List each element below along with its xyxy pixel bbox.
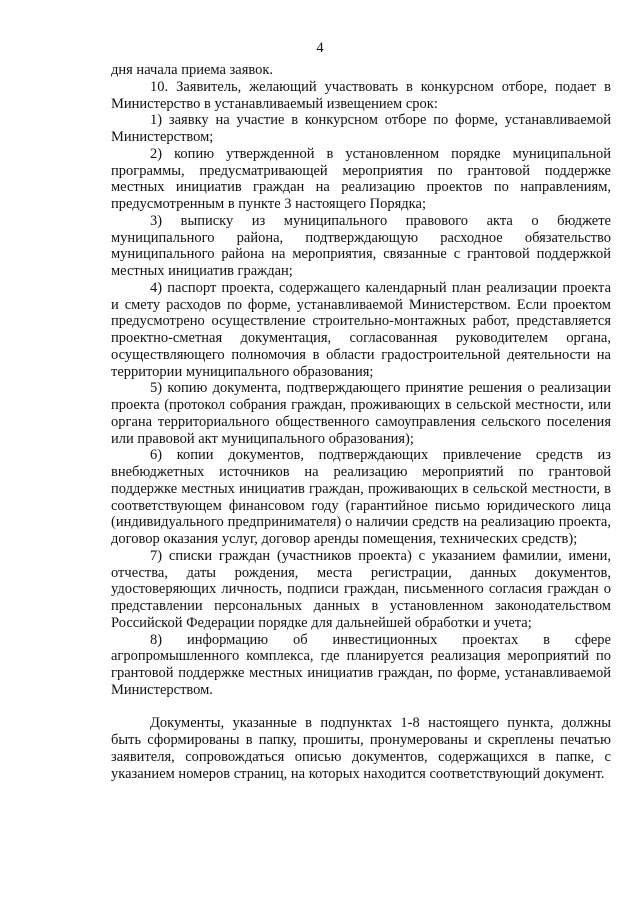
paragraph-subitem-8: 8) информацию об инвестиционных проектах в сфере агропромышленного комплекса, где планируется реализация мероприятий по грантовой поддержке местных инициатив граждан, по форме, устанавливаемой Министерством. [111, 631, 611, 698]
paragraph-continuation: дня начала приема заявок. [111, 62, 274, 78]
page-number: 4 [316, 40, 324, 56]
paragraph-subitem-7: 7) списки граждан (участников проекта) с указанием фамилии, имени, отчества, даты рождения, места регистрации, данных документов, удостоверяющих личность, подписи граждан, письменного согласия граждан о представлении персональных данных в установленном законодательством Российской Федерации порядке для дальнейшей обработки и учета; [111, 547, 611, 631]
paragraph-subitem-3: 3) выписку из муниципального правового акта о бюджете муниципального района, подтверждающую расходное обязательство муниципального района на мероприятия, связанные с грантовой поддержкой местных инициатив граждан; [111, 212, 611, 279]
document-body [111, 62, 611, 782]
paragraph-subitem-1: 1) заявку на участие в конкурсном отборе по форме, устанавливаемой Министерством; [111, 112, 611, 145]
paragraph-subitem-6: 6) копии документов, подтверждающих привлечение средств из внебюджетных источников на реализацию мероприятий по грантовой поддержке местных инициатив граждан, проживающих в сельской местности, в соответствующем финансовом году (гарантийное письмо юридического лица (индивидуального предпринимателя) о наличии средств на реализацию проекта, договор оказания услуг, договор аренды помещения, технических средств); [111, 447, 611, 547]
paragraph-subitem-2: 2) копию утвержденной в установленном порядке муниципальной программы, предусматривающей мероприятия по грантовой поддержке местных инициатив граждан на реализацию проектов по направлениям, предусмотренным в пункте 3 настоящего Порядка; [111, 145, 611, 212]
paragraph-subitem-5: 5) копию документа, подтверждающего принятие решения о реализации проекта (протокол собрания граждан, проживающих в сельской местности, или органа территориального общественного самоуправления сельского поселения или правовой акт муниципального образования); [111, 380, 611, 447]
paragraph-documents-requirements: Документы, указанные в подпунктах 1-8 настоящего пункта, должны быть сформированы в папку, прошиты, пронумерованы и скреплены печатью заявителя, сопровождаться описью документов, содержащихся в папке, с указанием номеров страниц, на которых находится соответствующий документ. [111, 715, 611, 782]
paragraph-item-10: 10. Заявитель, желающий участвовать в конкурсном отборе, подает в Министерство в устанавливаемый извещением срок: [111, 78, 611, 112]
paragraph-subitem-4: 4) паспорт проекта, содержащего календарный план реализации проекта и смету расходов по форме, устанавливаемой Министерством. Если проектом предусмотрено осуществление строительно-монтажных работ, представляется проектно-сметная документация, согласованная руководителем органа, осуществляющего полномочия в области градостроительной деятельности на территории муниципального образования; [111, 279, 611, 380]
